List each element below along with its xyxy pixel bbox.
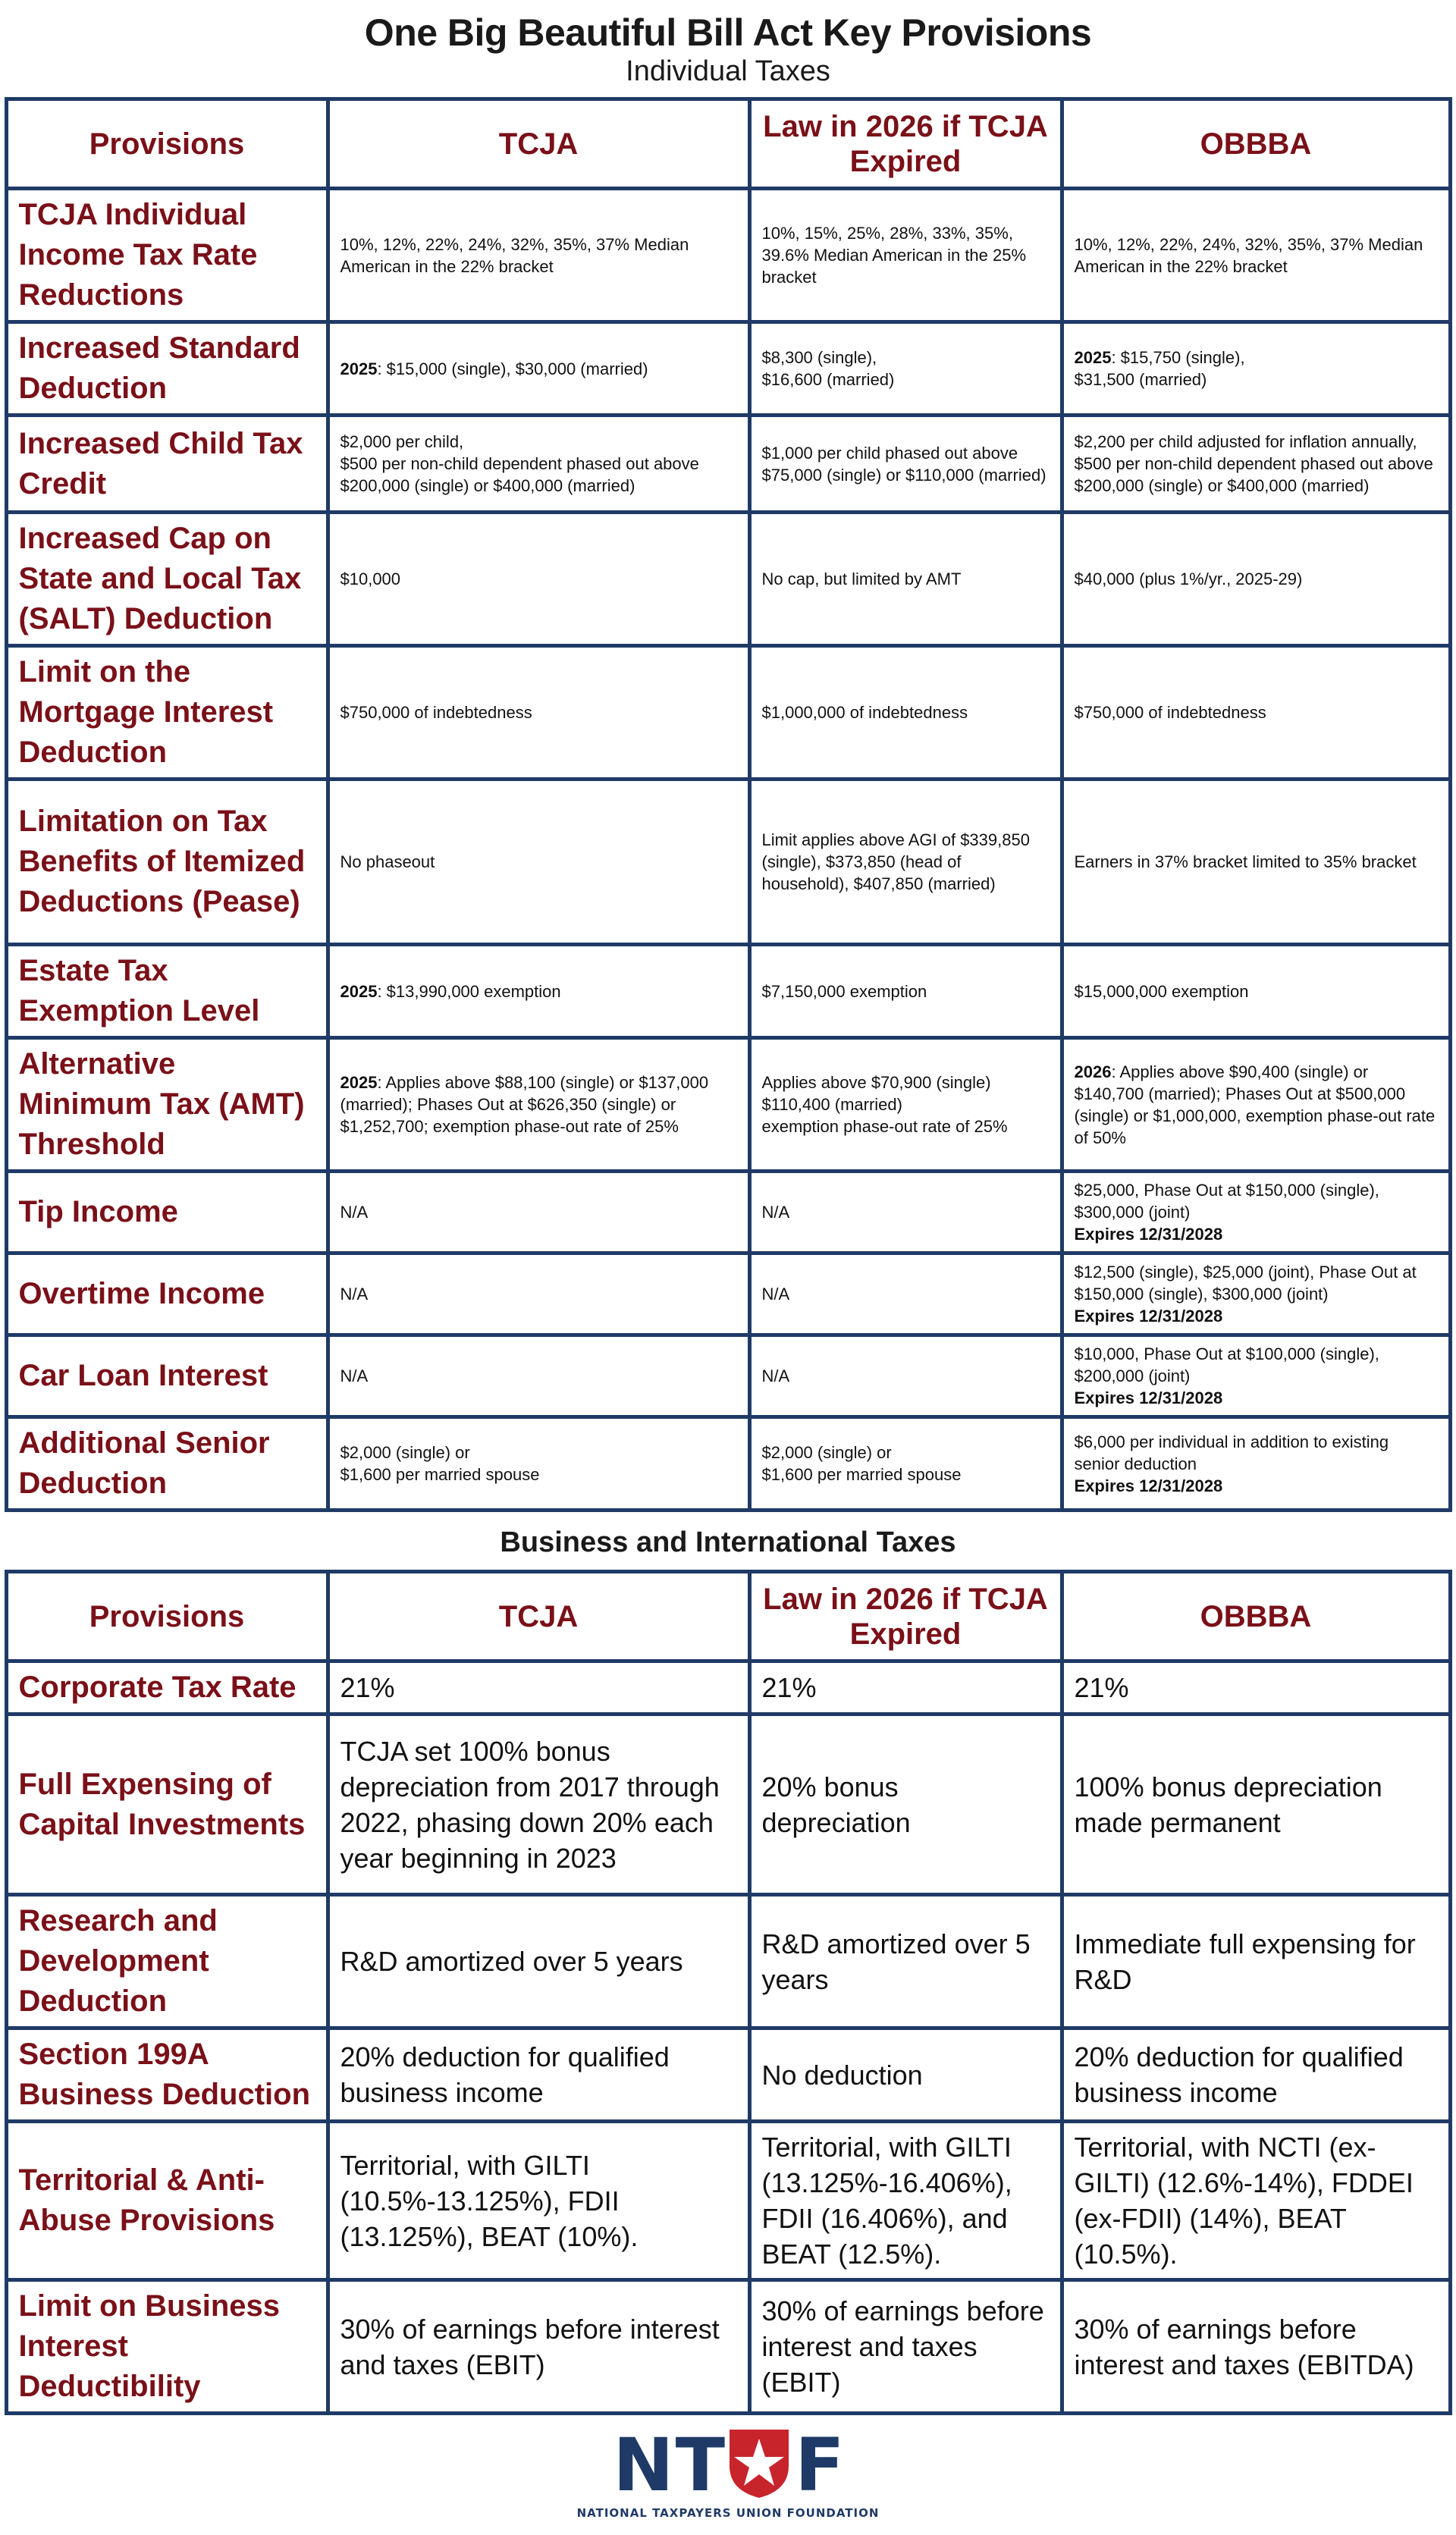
obbba-cell bbox=[1062, 1417, 1450, 1511]
expired-cell bbox=[749, 2028, 1062, 2122]
tcja-cell bbox=[328, 416, 749, 513]
expired-cell bbox=[749, 1038, 1062, 1172]
expired-cell bbox=[749, 189, 1062, 322]
cell-text: 10%, 15%, 25%, 28%, 33%, 35%, 39.6% Median American in the 25% bracket bbox=[761, 224, 1027, 287]
obbba-cell bbox=[1062, 1335, 1450, 1417]
provision-territorial-anti-abuse-provisions: Territorial & Anti-Abuse Provisions bbox=[6, 2122, 328, 2280]
cell-line bbox=[1075, 431, 1438, 497]
tcja-cell bbox=[328, 1715, 749, 1895]
cell-text: $2,000 (single) or bbox=[761, 1443, 892, 1462]
cell-line bbox=[1075, 1475, 1438, 1497]
logo-letter-t: T bbox=[675, 2422, 724, 2508]
bold-label: 2025 bbox=[340, 359, 378, 378]
cell-line bbox=[762, 442, 1050, 486]
cell-text: $1,600 per married spouse bbox=[761, 1465, 962, 1484]
bold-label: Expires 12/31/2028 bbox=[1074, 1225, 1223, 1244]
expired-cell bbox=[749, 322, 1062, 416]
table-row bbox=[6, 1038, 1450, 1172]
cell-line bbox=[762, 701, 1050, 723]
expired-cell bbox=[749, 2122, 1062, 2280]
page-title: One Big Beautiful Bill Act Key Provisions bbox=[364, 11, 1092, 54]
cell-text: exemption phase-out rate of 25% bbox=[761, 1117, 1008, 1136]
header-obbba: OBBBA bbox=[1062, 1572, 1450, 1661]
cell-text: R&D amortized over 5 years bbox=[340, 1946, 683, 1977]
cell-text: : $15,750 (single), bbox=[1111, 348, 1245, 367]
cell-text: 20% bonus depreciation bbox=[761, 1771, 911, 1838]
cell-line bbox=[1075, 1926, 1438, 1997]
cell-line bbox=[762, 1093, 1050, 1115]
cell-text: 21% bbox=[340, 1672, 395, 1703]
expired-cell bbox=[749, 1417, 1062, 1511]
obbba-cell bbox=[1062, 1895, 1450, 2028]
cell-line bbox=[340, 1944, 737, 1979]
cell-text: $6,000 per individual in addition to existing senior deduction bbox=[1074, 1432, 1389, 1473]
tcja-cell bbox=[328, 780, 749, 945]
tcja-cell bbox=[328, 513, 749, 646]
cell-line bbox=[762, 1442, 1050, 1464]
provision-increased-child-tax-credit: Increased Child Tax Credit bbox=[6, 416, 328, 513]
logo-letters bbox=[613, 2422, 843, 2508]
bold-label: 2025 bbox=[340, 1073, 378, 1092]
obbba-cell bbox=[1062, 646, 1450, 780]
expired-cell bbox=[749, 513, 1062, 646]
cell-text: 20% deduction for qualified business income bbox=[340, 2041, 670, 2108]
logo-letter-n: N bbox=[613, 2422, 673, 2508]
cell-line bbox=[340, 980, 737, 1002]
cell-text: $750,000 of indebtedness bbox=[1074, 703, 1266, 722]
bold-label: Expires 12/31/2028 bbox=[1074, 1388, 1223, 1407]
cell-line bbox=[762, 829, 1050, 895]
cell-line bbox=[1075, 1431, 1438, 1475]
cell-line bbox=[1075, 980, 1438, 1002]
expired-cell bbox=[749, 1715, 1062, 1895]
tcja-cell bbox=[328, 2280, 749, 2414]
cell-text: 20% deduction for qualified business income bbox=[1074, 2041, 1404, 2108]
provision-tip-income: Tip Income bbox=[6, 1172, 328, 1253]
cell-text: 30% of earnings before interest and taxes (EBITDA) bbox=[1074, 2313, 1414, 2380]
table-row bbox=[6, 1661, 1450, 1715]
cell-text: $15,000,000 exemption bbox=[1074, 981, 1249, 1001]
cell-text: : $13,990,000 exemption bbox=[377, 981, 561, 1001]
cell-line bbox=[1075, 1670, 1438, 1705]
cell-line bbox=[1075, 369, 1438, 391]
cell-line bbox=[340, 1201, 737, 1223]
cell-line bbox=[340, 851, 737, 873]
table-row bbox=[6, 189, 1450, 322]
cell-text: 10%, 12%, 22%, 24%, 32%, 35%, 37% Median American in the 22% bracket bbox=[340, 234, 689, 276]
cell-text: $10,000 bbox=[340, 569, 401, 588]
header-law-2026: Law in 2026 if TCJA Expired bbox=[749, 1572, 1062, 1661]
obbba-cell bbox=[1062, 945, 1450, 1038]
obbba-cell bbox=[1062, 1038, 1450, 1172]
cell-line bbox=[340, 2148, 737, 2254]
cell-text: $40,000 (plus 1%/yr., 2025-29) bbox=[1074, 569, 1303, 588]
expired-cell bbox=[749, 945, 1062, 1038]
cell-line bbox=[1075, 851, 1438, 873]
tcja-cell bbox=[328, 189, 749, 322]
tcja-cell bbox=[328, 1417, 749, 1511]
table-row bbox=[6, 1895, 1450, 2028]
table-row bbox=[6, 1715, 1450, 1895]
obbba-cell bbox=[1062, 1715, 1450, 1895]
table-row bbox=[6, 2280, 1450, 2414]
header-provisions: Provisions bbox=[6, 1572, 328, 1661]
cell-text: $1,000 per child phased out above $75,000 (single) or $110,000 (married) bbox=[761, 443, 1046, 485]
cell-text: $750,000 of indebtedness bbox=[340, 703, 532, 722]
tcja-cell bbox=[328, 1335, 749, 1417]
provision-additional-senior-deduction: Additional Senior Deduction bbox=[6, 1417, 328, 1511]
cell-line bbox=[762, 347, 1050, 369]
cell-text: N/A bbox=[761, 1366, 790, 1385]
table-row bbox=[6, 2122, 1450, 2280]
expired-cell bbox=[749, 780, 1062, 945]
cell-text: : $15,000 (single), $30,000 (married) bbox=[377, 359, 648, 378]
cell-line bbox=[762, 1464, 1050, 1486]
cell-line bbox=[1075, 2039, 1438, 2110]
cell-text: R&D amortized over 5 years bbox=[761, 1928, 1031, 1995]
individual-taxes-table bbox=[5, 97, 1452, 1512]
provision-limitation-on-tax-benefits-of-itemized-deductions-pease: Limitation on Tax Benefits of Itemized Deductions (Pease) bbox=[6, 780, 328, 945]
cell-text: $500 per non-child dependent phased out above $200,000 (single) or $400,000 (married) bbox=[340, 454, 699, 495]
provision-section-199a-business-deduction: Section 199A Business Deduction bbox=[6, 2028, 328, 2122]
table-header-row bbox=[6, 99, 1450, 189]
cell-line bbox=[762, 369, 1050, 391]
cell-text: $31,500 (married) bbox=[1074, 370, 1207, 389]
bold-label: 2026 bbox=[1074, 1062, 1112, 1081]
obbba-cell bbox=[1062, 1661, 1450, 1715]
table-row bbox=[6, 1253, 1450, 1335]
business-taxes-table bbox=[5, 1570, 1452, 2415]
header-provisions: Provisions bbox=[6, 99, 328, 189]
obbba-cell bbox=[1062, 2028, 1450, 2122]
logo-letter-f: F bbox=[795, 2422, 843, 2508]
logo-caption: NATIONAL TAXPAYERS UNION FOUNDATION bbox=[576, 2506, 880, 2520]
cell-line bbox=[762, 568, 1050, 590]
expired-cell bbox=[749, 646, 1062, 780]
cell-text: $7,150,000 exemption bbox=[761, 981, 927, 1001]
cell-text: N/A bbox=[761, 1285, 790, 1304]
cell-text: N/A bbox=[340, 1366, 369, 1385]
cell-line bbox=[1075, 1179, 1438, 1223]
cell-text: Territorial, with GILTI (13.125%-16.406%), FDII (16.406%), and BEAT (12.5%). bbox=[761, 2132, 1012, 2270]
cell-line bbox=[340, 453, 737, 497]
tcja-cell bbox=[328, 1038, 749, 1172]
provision-car-loan-interest: Car Loan Interest bbox=[6, 1335, 328, 1417]
tcja-cell bbox=[328, 1172, 749, 1253]
cell-text: 21% bbox=[761, 1672, 817, 1703]
cell-line bbox=[1075, 1305, 1438, 1327]
cell-text: No cap, but limited by AMT bbox=[761, 569, 962, 588]
cell-line bbox=[1075, 1769, 1438, 1840]
provision-research-and-development-deduction: Research and Development Deduction bbox=[6, 1895, 328, 2028]
cell-line bbox=[762, 980, 1050, 1002]
table-row bbox=[6, 1417, 1450, 1511]
provision-overtime-income: Overtime Income bbox=[6, 1253, 328, 1335]
provision-limit-on-the-mortgage-interest-deduction: Limit on the Mortgage Interest Deduction bbox=[6, 646, 328, 780]
cell-text: $2,000 (single) or bbox=[340, 1443, 470, 1462]
tcja-cell bbox=[328, 1895, 749, 2028]
cell-text: : Applies above $90,400 (single) or $140,700 (married); Phases Out at $500,000 (single) or $1,000,000, exemption phase-out rate of 50% bbox=[1074, 1062, 1436, 1147]
cell-text: $1,000,000 of indebtedness bbox=[761, 703, 968, 722]
cell-line bbox=[762, 1283, 1050, 1305]
ntuf-logo bbox=[0, 2422, 1456, 2520]
cell-line bbox=[1075, 1223, 1438, 1245]
individual-section-title: Individual Taxes bbox=[626, 55, 830, 87]
header-law-2026: Law in 2026 if TCJA Expired bbox=[749, 99, 1062, 189]
cell-line bbox=[340, 1464, 737, 1486]
cell-text: $110,400 (married) bbox=[761, 1095, 902, 1114]
cell-line bbox=[340, 1670, 737, 1705]
cell-line bbox=[1075, 2311, 1438, 2383]
obbba-cell bbox=[1062, 780, 1450, 945]
cell-text: N/A bbox=[340, 1203, 369, 1222]
provision-full-expensing-of-capital-investments: Full Expensing of Capital Investments bbox=[6, 1715, 328, 1895]
header-obbba: OBBBA bbox=[1062, 99, 1450, 189]
expired-cell bbox=[749, 2280, 1062, 2414]
table-header-row bbox=[6, 1572, 1450, 1661]
cell-text: Territorial, with NCTI (ex-GILTI) (12.6%-14%), FDDEI (ex-FDII) (14%), BEAT (10.5%). bbox=[1074, 2132, 1414, 2270]
cell-line bbox=[340, 358, 737, 380]
cell-text: Immediate full expensing for R&D bbox=[1074, 1928, 1416, 1995]
cell-text: Territorial, with GILTI (10.5%-13.125%), FDII (13.125%), BEAT (10%). bbox=[340, 2149, 639, 2252]
obbba-cell bbox=[1062, 1253, 1450, 1335]
cell-text: 10%, 12%, 22%, 24%, 32%, 35%, 37% Median American in the 22% bracket bbox=[1074, 234, 1423, 276]
cell-text: $1,600 per married spouse bbox=[340, 1465, 540, 1484]
cell-text: $10,000, Phase Out at $100,000 (single), $200,000 (joint) bbox=[1074, 1344, 1379, 1385]
star-shield-icon bbox=[726, 2427, 792, 2503]
cell-line bbox=[762, 1071, 1050, 1093]
cell-line bbox=[340, 1365, 737, 1387]
cell-line bbox=[340, 2311, 737, 2383]
tcja-cell bbox=[328, 945, 749, 1038]
cell-line bbox=[340, 1283, 737, 1305]
header-tcja: TCJA bbox=[328, 1572, 749, 1661]
provision-increased-standard-deduction: Increased Standard Deduction bbox=[6, 322, 328, 416]
table-row bbox=[6, 1335, 1450, 1417]
cell-line bbox=[762, 2057, 1050, 2093]
cell-text: Applies above $70,900 (single) bbox=[761, 1073, 991, 1092]
cell-line bbox=[762, 222, 1050, 288]
cell-text: $2,200 per child adjusted for inflation annually, $500 per non-child dependent phased out above $200,000 (single) or $400,000 (married) bbox=[1074, 432, 1433, 495]
table-row bbox=[6, 780, 1450, 945]
cell-line bbox=[340, 234, 737, 278]
bold-label: Expires 12/31/2028 bbox=[1074, 1307, 1223, 1326]
cell-line bbox=[1075, 1061, 1438, 1149]
cell-line bbox=[1075, 1343, 1438, 1387]
cell-text: 100% bonus depreciation made permanent bbox=[1074, 1771, 1382, 1838]
provision-tcja-individual-income-tax-rate-reductions: TCJA Individual Income Tax Rate Reductions bbox=[6, 189, 328, 322]
table-row bbox=[6, 513, 1450, 646]
expired-cell bbox=[749, 1335, 1062, 1417]
cell-line bbox=[1075, 347, 1438, 369]
bold-label: 2025 bbox=[340, 981, 378, 1001]
cell-line bbox=[1075, 234, 1438, 278]
cell-line bbox=[762, 1670, 1050, 1705]
table-row bbox=[6, 646, 1450, 780]
cell-text: $25,000, Phase Out at $150,000 (single), $300,000 (joint) bbox=[1074, 1181, 1379, 1222]
expired-cell bbox=[749, 1253, 1062, 1335]
cell-text: : Applies above $88,100 (single) or $137,000 (married); Phases Out at $626,350 (single) or $1,252,700; exemption phase-out rate of 25% bbox=[340, 1073, 709, 1136]
expired-cell bbox=[749, 1661, 1062, 1715]
table-row bbox=[6, 2028, 1450, 2122]
provision-alternative-minimum-tax-amt-threshold: Alternative Minimum Tax (AMT) Threshold bbox=[6, 1038, 328, 1172]
expired-cell bbox=[749, 416, 1062, 513]
cell-line bbox=[340, 568, 737, 590]
cell-line bbox=[340, 431, 737, 453]
cell-line bbox=[1075, 1387, 1438, 1409]
cell-text: $16,600 (married) bbox=[761, 370, 895, 389]
cell-text: 21% bbox=[1074, 1672, 1129, 1703]
cell-text: 30% of earnings before interest and taxes (EBIT) bbox=[761, 2295, 1044, 2398]
table-row bbox=[6, 416, 1450, 513]
bold-label: 2025 bbox=[1074, 348, 1112, 367]
business-section-title: Business and International Taxes bbox=[500, 1526, 956, 1558]
cell-line bbox=[1075, 701, 1438, 723]
bold-label: Expires 12/31/2028 bbox=[1074, 1476, 1223, 1495]
tcja-cell bbox=[328, 2028, 749, 2122]
cell-line bbox=[340, 1442, 737, 1464]
obbba-cell bbox=[1062, 2280, 1450, 2414]
table-row bbox=[6, 322, 1450, 416]
expired-cell bbox=[749, 1172, 1062, 1253]
cell-line bbox=[762, 2293, 1050, 2400]
cell-line bbox=[340, 2039, 737, 2110]
cell-line bbox=[762, 1115, 1050, 1137]
obbba-cell bbox=[1062, 416, 1450, 513]
obbba-cell bbox=[1062, 2122, 1450, 2280]
cell-text: $8,300 (single), bbox=[761, 348, 877, 367]
cell-line bbox=[1075, 2129, 1438, 2272]
tcja-cell bbox=[328, 1661, 749, 1715]
tcja-cell bbox=[328, 322, 749, 416]
cell-text: Earners in 37% bracket limited to 35% bracket bbox=[1074, 852, 1417, 871]
provision-limit-on-business-interest-deductibility: Limit on Business Interest Deductibility bbox=[6, 2280, 328, 2414]
obbba-cell bbox=[1062, 513, 1450, 646]
cell-line bbox=[340, 1071, 737, 1137]
table-row bbox=[6, 945, 1450, 1038]
cell-text: Limit applies above AGI of $339,850 (single), $373,850 (head of household), $407,850 (married) bbox=[761, 830, 1030, 893]
provision-corporate-tax-rate: Corporate Tax Rate bbox=[6, 1661, 328, 1715]
obbba-cell bbox=[1062, 189, 1450, 322]
cell-text: No phaseout bbox=[340, 852, 435, 871]
cell-line bbox=[340, 1733, 737, 1876]
cell-text: TCJA set 100% bonus depreciation from 2017 through 2022, phasing down 20% each year beginning in 2023 bbox=[340, 1735, 720, 1874]
cell-line bbox=[762, 1201, 1050, 1223]
obbba-cell bbox=[1062, 322, 1450, 416]
cell-line bbox=[340, 701, 737, 723]
cell-text: 30% of earnings before interest and taxes (EBIT) bbox=[340, 2313, 720, 2380]
header-tcja: TCJA bbox=[328, 99, 749, 189]
cell-line bbox=[1075, 1261, 1438, 1305]
cell-line bbox=[762, 1365, 1050, 1387]
cell-text: $2,000 per child, bbox=[340, 432, 464, 451]
cell-text: N/A bbox=[761, 1203, 790, 1222]
cell-line bbox=[762, 2129, 1050, 2272]
obbba-cell bbox=[1062, 1172, 1450, 1253]
tcja-cell bbox=[328, 646, 749, 780]
cell-line bbox=[762, 1769, 1050, 1840]
cell-line bbox=[762, 1926, 1050, 1997]
provision-increased-cap-on-state-and-local-tax-salt-deduction: Increased Cap on State and Local Tax (SALT) Deduction bbox=[6, 513, 328, 646]
cell-text: No deduction bbox=[761, 2059, 923, 2091]
provision-estate-tax-exemption-level: Estate Tax Exemption Level bbox=[6, 945, 328, 1038]
cell-line bbox=[1075, 568, 1438, 590]
table-row bbox=[6, 1172, 1450, 1253]
tcja-cell bbox=[328, 1253, 749, 1335]
cell-text: N/A bbox=[340, 1285, 369, 1304]
cell-text: $12,500 (single), $25,000 (joint), Phase Out at $150,000 (single), $300,000 (joint) bbox=[1074, 1263, 1417, 1304]
tcja-cell bbox=[328, 2122, 749, 2280]
expired-cell bbox=[749, 1895, 1062, 2028]
